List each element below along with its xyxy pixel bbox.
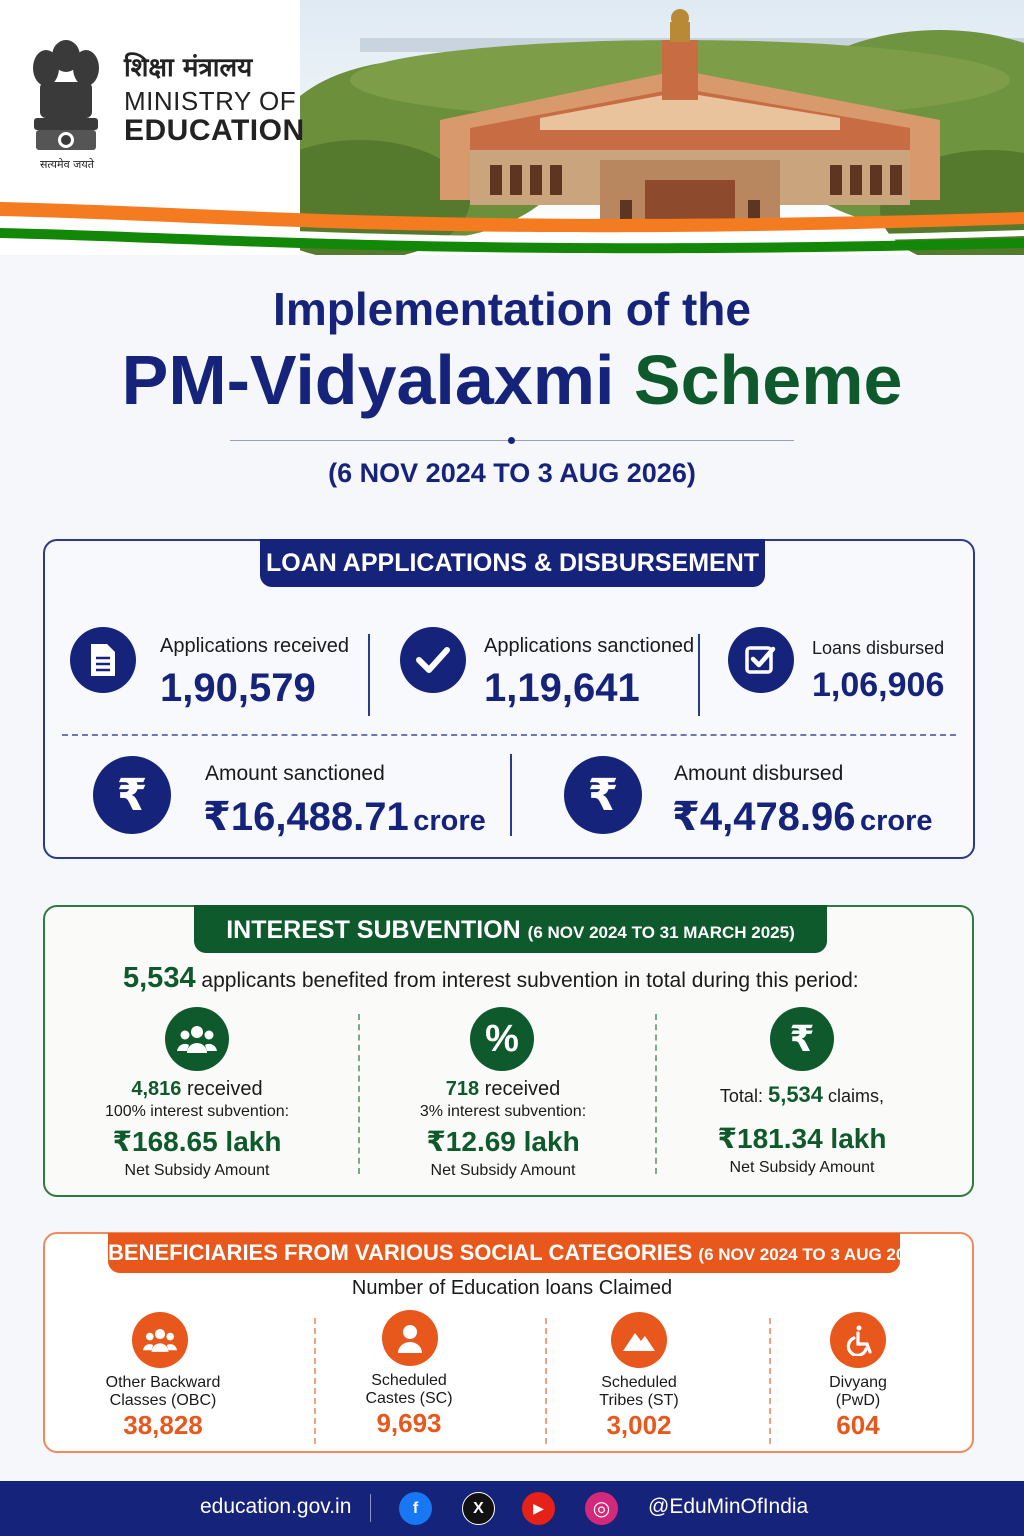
- interest-col-count-line: [369, 1078, 637, 1101]
- document-icon: [70, 627, 136, 693]
- category-st: [539, 1374, 739, 1441]
- title-divider-dot: [508, 437, 515, 444]
- amount-disbursed-value: [672, 794, 933, 840]
- person-icon: [382, 1310, 438, 1366]
- category-label-line1: Scheduled: [601, 1374, 677, 1391]
- scheme-name: PM-Vidyalaxmi: [121, 341, 615, 419]
- category-value: 9,693: [376, 1408, 442, 1438]
- interest-total-count: 5,534: [767, 1082, 824, 1107]
- interest-col-count-suffix: received: [187, 1078, 263, 1100]
- interest-col-caption: Net Subsidy Amount: [729, 1159, 875, 1176]
- beneficiary-heading-text: BENEFICIARIES FROM VARIOUS SOCIAL CATEGORIES: [108, 1240, 693, 1265]
- applications-sanctioned-value: 1,19,641: [484, 666, 640, 710]
- loan-section-heading: LOAN APPLICATIONS & DISBURSEMENT: [260, 539, 765, 587]
- amount-disbursed-number: ₹4,478.96: [672, 795, 856, 839]
- interest-col-100pct: [63, 1078, 331, 1180]
- interest-summary-text: applicants benefited from interest subvention in total during this period:: [201, 969, 859, 992]
- category-label-line1: Divyang: [829, 1374, 887, 1391]
- interest-col-caption: Net Subsidy Amount: [124, 1162, 270, 1179]
- x-icon[interactable]: X: [462, 1492, 495, 1525]
- checkbox-icon: [728, 627, 794, 693]
- wheelchair-icon: [830, 1312, 886, 1368]
- category-value: 38,828: [123, 1410, 203, 1440]
- emblem-motto: सत्यमेव जयते: [39, 158, 94, 171]
- interest-heading-text: INTEREST SUBVENTION: [226, 916, 521, 944]
- interest-col-caption: Net Subsidy Amount: [430, 1162, 576, 1179]
- stat-divider: [368, 634, 370, 716]
- interest-heading-range: (6 NOV 2024 TO 31 MARCH 2025): [527, 923, 795, 942]
- interest-total-suffix: claims,: [828, 1086, 885, 1106]
- category-label-line2: Tribes (ST): [599, 1392, 679, 1409]
- group-icon: [165, 1007, 229, 1071]
- category-label-line2: Castes (SC): [365, 1390, 453, 1407]
- national-emblem-icon: [26, 34, 106, 164]
- beneficiary-section-heading: [108, 1233, 930, 1273]
- interest-col-amount: ₹181.34 lakh: [717, 1123, 887, 1154]
- category-label-line1: Scheduled: [371, 1372, 447, 1389]
- percent-icon: %: [470, 1007, 534, 1071]
- section-divider: [62, 734, 956, 736]
- interest-col-count-suffix: received: [484, 1078, 561, 1100]
- beneficiary-heading-range: (6 NOV 2024 TO 3 AUG 2026): [698, 1245, 930, 1264]
- ministry-name-line1: MINISTRY OF: [124, 86, 297, 116]
- applications-received-value: 1,90,579: [160, 666, 316, 710]
- footer-bar: [0, 1481, 1024, 1536]
- interest-section-heading: [194, 905, 827, 953]
- scheme-word: Scheme: [633, 341, 903, 419]
- interest-col-count: 718: [445, 1078, 480, 1100]
- category-pwd: [758, 1374, 958, 1441]
- column-divider: [358, 1014, 360, 1174]
- interest-summary-count: 5,534: [123, 962, 196, 994]
- interest-summary: [123, 962, 859, 995]
- page-title-line2: [0, 340, 1024, 420]
- interest-col-amount: ₹12.69 lakh: [426, 1126, 580, 1157]
- interest-total-line: [668, 1082, 936, 1108]
- interest-col-total: [668, 1082, 936, 1177]
- interest-col-count: 4,816: [131, 1078, 182, 1100]
- facebook-icon[interactable]: f: [399, 1492, 432, 1525]
- interest-col-amount: ₹168.65 lakh: [112, 1126, 282, 1157]
- amount-sanctioned-label: Amount sanctioned: [205, 762, 385, 785]
- column-divider: [655, 1014, 657, 1174]
- youtube-icon[interactable]: ▶: [522, 1492, 555, 1525]
- amount-disbursed-label: Amount disbursed: [674, 762, 844, 785]
- interest-col-detail: 3% interest subvention:: [419, 1103, 587, 1120]
- instagram-icon[interactable]: ◎: [585, 1492, 618, 1525]
- social-handle[interactable]: @EduMinOfIndia: [648, 1495, 809, 1518]
- checkmark-icon: [400, 627, 466, 693]
- amount-divider: [510, 754, 512, 836]
- category-label-line2: Classes (OBC): [109, 1392, 217, 1409]
- interest-col-detail: 100% interest subvention:: [104, 1103, 290, 1120]
- website-link[interactable]: education.gov.in: [200, 1495, 352, 1518]
- amount-sanctioned-value: [203, 794, 486, 840]
- group-icon: [132, 1312, 188, 1368]
- interest-total-prefix: Total:: [719, 1086, 763, 1106]
- category-value: 3,002: [606, 1410, 672, 1440]
- rupee-icon: ₹: [93, 756, 171, 834]
- category-label-line2: (PwD): [835, 1392, 881, 1409]
- footer-divider: [370, 1494, 371, 1522]
- amount-sanctioned-unit: crore: [413, 805, 486, 837]
- scheme-date-range: (6 NOV 2024 TO 3 AUG 2026): [328, 458, 696, 488]
- category-sc: [309, 1372, 509, 1439]
- interest-col-count-line: [63, 1078, 331, 1101]
- mountain-icon: [611, 1312, 667, 1368]
- interest-col-3pct: [369, 1078, 637, 1180]
- amount-disbursed-unit: crore: [860, 805, 933, 837]
- header-banner: [0, 0, 1024, 255]
- rupee-icon: ₹: [564, 756, 642, 834]
- category-label-line1: Other Backward: [105, 1374, 221, 1391]
- category-obc: [63, 1374, 263, 1441]
- ministry-name-hindi: शिक्षा मंत्रालय: [124, 53, 253, 83]
- category-value: 604: [836, 1410, 880, 1440]
- page-title-line1: Implementation of the: [273, 283, 751, 335]
- loans-disbursed-value: 1,06,906: [812, 666, 945, 704]
- ministry-name-line2: EDUCATION: [124, 114, 305, 147]
- applications-received-label: Applications received: [160, 635, 349, 657]
- beneficiary-subheading: Number of Education loans Claimed: [351, 1277, 673, 1299]
- tricolor-stripe: [0, 190, 1024, 255]
- rupee-icon: ₹: [770, 1007, 834, 1071]
- stat-divider: [698, 634, 700, 716]
- amount-sanctioned-number: ₹16,488.71: [203, 795, 409, 839]
- applications-sanctioned-label: Applications sanctioned: [484, 635, 695, 657]
- loans-disbursed-label: Loans disbursed: [812, 638, 945, 658]
